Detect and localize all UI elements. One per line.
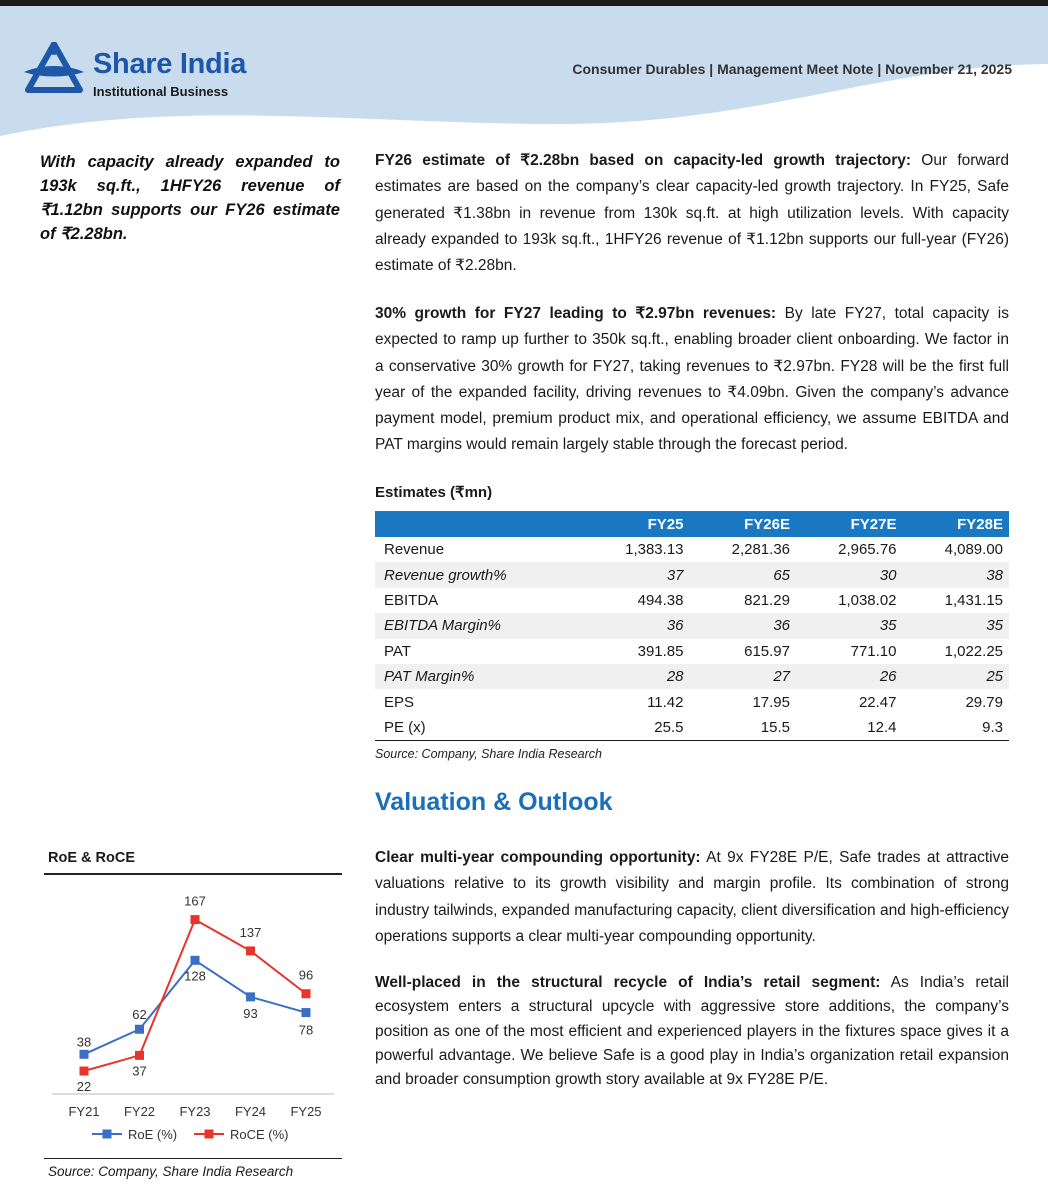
paragraph-heading: Well-placed in the structural recycle of India’s retail segment: (375, 974, 881, 991)
paragraph-heading: 30% growth for FY27 leading to ₹2.97bn revenues: (375, 305, 777, 322)
x-tick-label: FY25 (290, 1104, 322, 1119)
section-heading: Valuation & Outlook (375, 788, 613, 816)
table-source-note: Source: Company, Share India Research (375, 747, 602, 761)
paragraph-heading: FY26 estimate of ₹2.28bn based on capacity-led growth trajectory: (375, 152, 912, 169)
table-header-row (375, 511, 1009, 537)
data-point-marker (246, 946, 255, 955)
table-header-cell: FY26E (690, 511, 797, 537)
data-label: 78 (298, 1022, 314, 1038)
key-takeaway-sidenote: With capacity already expanded to 193k sq.ft., 1HFY26 revenue of ₹1.12bn supports our FY26 estimate of ₹2.28bn. (40, 153, 340, 243)
table-row (375, 613, 1009, 638)
table-cell: 615.97 (744, 642, 790, 660)
table-cell: 12.4 (796, 715, 903, 740)
chart-top-rule (44, 873, 342, 875)
header-band (0, 6, 1048, 141)
table-header-cell: FY28E (903, 511, 1010, 537)
paragraph-body: As India’s retail ecosystem enters a structural upcycle with aggressive store additions, the company’s position as one of the most efficient and experienced players in the fixtures space gives it a powerful advantage. We believe Safe is a good play in India’s organization retail expansion and broader consumption growth story available at 9x FY28E P/E. (375, 974, 1009, 1089)
table-cell: 391.85 (637, 642, 684, 660)
row-label: PAT Margin% (375, 664, 583, 689)
table-cell: 9.3 (903, 715, 1010, 740)
table-cell: 26 (796, 664, 903, 689)
data-point-marker (191, 915, 200, 924)
table-cell: 25 (903, 664, 1010, 689)
table-cell: 1,383.13 (625, 541, 684, 559)
legend-swatch-marker (103, 1130, 112, 1139)
paragraph-retail-segment (375, 971, 1009, 1092)
table-cell: 27 (690, 664, 797, 689)
table-cell: 1,038.02 (838, 591, 897, 609)
table-header-cell (375, 511, 583, 537)
paragraph-heading: Clear multi-year compounding opportunity: (375, 849, 701, 866)
table-row (375, 689, 1009, 714)
chart-title: RoE & RoCE (48, 850, 135, 866)
data-label: 38 (76, 1034, 92, 1050)
table-cell: 2,281.36 (731, 541, 790, 559)
row-label: PE (x) (375, 715, 583, 740)
paragraph-fy26-estimate (375, 148, 1009, 279)
data-label: 93 (243, 1005, 258, 1021)
report-meta: Consumer Durables | Management Meet Note | November 21, 2025 (572, 61, 1012, 77)
row-label: PAT (384, 642, 411, 660)
table-cell: 36 (690, 613, 797, 638)
chart-source-note: Source: Company, Share India Research (48, 1164, 294, 1179)
table-cell: 29.79 (965, 693, 1003, 711)
data-label: 128 (184, 968, 206, 984)
share-india-logo-icon (22, 42, 86, 94)
table-cell: 2,965.76 (838, 541, 897, 559)
table-row (375, 588, 1009, 613)
row-label: EBITDA (384, 591, 439, 609)
table-cell: 821.29 (744, 591, 790, 609)
table-header-cell: FY25 (583, 511, 690, 537)
data-label: 22 (76, 1079, 92, 1095)
table-cell: 22.47 (858, 693, 897, 711)
data-label: 167 (184, 893, 206, 909)
x-tick-label: FY23 (179, 1104, 211, 1119)
paragraph-compounding (375, 845, 1009, 950)
legend-label: RoCE (%) (230, 1127, 289, 1142)
paragraph-body: By late FY27, total capacity is expected to ramp up further to 350k sq.ft., enabling broader client onboarding. We factor in a conservative 30% growth for FY27, taking revenues to ₹2.97bn. FY28 will be the first full year of the expanded facility, driving revenues to ₹4.09bn. Given the company’s advance payment model, premium product mix, and operational efficiency, we assume EBITDA and PAT margins would remain largely stable through the forecast period. (375, 305, 1010, 454)
row-label: EBITDA Margin% (375, 613, 583, 638)
table-row (375, 639, 1009, 664)
brand-subtitle: Institutional Business (93, 84, 229, 99)
data-label: 62 (132, 1007, 147, 1023)
table-cell: 15.5 (690, 715, 797, 740)
paragraph-body: At 9x FY28E P/E, Safe trades at attractive valuations relative to its growth visibility and margin profile. Its combination of strong industry tailwinds, expanded manufacturing capacity, client diversification and high-efficiency operations supports a clear multi-year compounding opportunity. (375, 849, 1009, 945)
table-cell: 28 (583, 664, 690, 689)
data-label: 96 (298, 967, 314, 983)
table-cell: 30 (796, 562, 903, 587)
legend-swatch-marker (205, 1130, 214, 1139)
row-label: Revenue growth% (375, 562, 583, 587)
data-point-marker (302, 989, 311, 998)
data-point-marker (246, 992, 255, 1001)
data-point-marker (191, 956, 200, 965)
chart-bottom-rule (44, 1158, 342, 1159)
roe-roce-chart (44, 876, 342, 1156)
table-cell: 35 (903, 613, 1010, 638)
table-cell: 11.42 (647, 693, 684, 711)
data-label: 37 (132, 1063, 147, 1079)
estimates-table (375, 511, 1009, 741)
estimates-table-title: Estimates (₹mn) (375, 484, 493, 501)
table-cell: 494.38 (637, 591, 684, 609)
table-row (375, 537, 1009, 562)
data-point-marker (80, 1067, 89, 1076)
table-cell: 1,431.15 (944, 591, 1003, 609)
data-point-marker (135, 1025, 144, 1034)
table-row (375, 664, 1009, 689)
brand-name: Share India (93, 48, 247, 80)
x-tick-label: FY21 (68, 1104, 100, 1119)
series-line-roce (84, 920, 306, 1071)
row-label: Revenue (384, 541, 445, 559)
legend-label: RoE (%) (128, 1127, 178, 1142)
table-cell: 36 (583, 613, 690, 638)
data-point-marker (80, 1050, 89, 1059)
row-label: EPS (384, 693, 415, 711)
table-cell: 37 (583, 562, 690, 587)
table-cell: 4,089.00 (944, 541, 1003, 559)
data-point-marker (135, 1051, 144, 1060)
data-point-marker (302, 1008, 311, 1017)
table-cell: 17.95 (752, 693, 790, 711)
table-header-cell: FY27E (796, 511, 903, 537)
x-tick-label: FY22 (123, 1104, 156, 1119)
x-tick-label: FY24 (234, 1104, 267, 1119)
table-cell: 35 (796, 613, 903, 638)
table-row (375, 562, 1009, 587)
table-cell: 25.5 (583, 715, 690, 740)
table-cell: 771.10 (850, 642, 897, 660)
paragraph-body: Our forward estimates are based on the company’s clear capacity-led growth trajectory. In FY25, Safe generated ₹1.38bn in revenue from 130k sq.ft. at high utilization levels. With capacity already expanded to 193k sq.ft., 1HFY26 revenue of ₹1.12bn supports our full-year (FY26) estimate of ₹2.28bn. (375, 152, 1009, 275)
paragraph-fy27-growth (375, 301, 1009, 459)
table-cell: 65 (690, 562, 797, 587)
table-row (375, 715, 1009, 740)
table-cell: 1,022.25 (944, 642, 1003, 660)
table-cell: 38 (903, 562, 1010, 587)
data-label: 137 (239, 924, 262, 940)
